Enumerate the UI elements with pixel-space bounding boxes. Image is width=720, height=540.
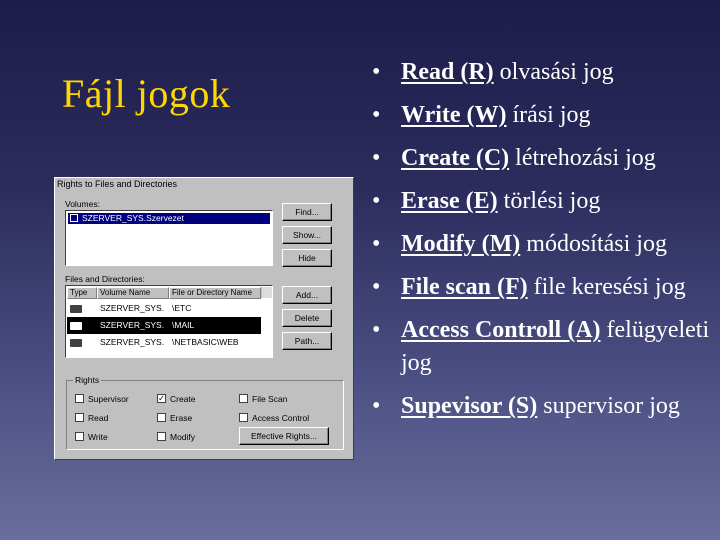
checkbox-label: Create [170,394,196,404]
checkbox-label: Access Control [252,413,310,423]
bullet-term: Supevisor (S) [401,393,538,419]
hide-button[interactable]: Hide [282,249,332,267]
checkbox-label: Write [88,432,108,442]
bullet-desc: írási jog [506,102,591,128]
checkbox-box [157,413,166,422]
header-scroll-arrow[interactable] [261,287,272,298]
file-scan-checkbox[interactable] [239,394,287,404]
bullet-marker: • [372,274,381,300]
checkbox-label: Erase [170,413,193,423]
bullet-desc: törlési jog [497,188,601,214]
bullet-term: Modify (M) [401,231,521,257]
path-button[interactable]: Path... [282,332,332,350]
bullet-desc: supervisor jog [537,393,680,419]
checkbox-box [75,394,84,403]
row-path: \MAIL [172,320,195,330]
rights-bullet-list [372,56,717,423]
folder-icon [70,305,82,313]
row-path: \NETBASIC\WEB [172,337,239,347]
erase-checkbox[interactable] [157,413,192,423]
volumes-label: Volumes: [65,199,100,209]
row-volume: SZERVER_SYS. [100,320,165,330]
rights-dialog [54,177,354,460]
bullet-write [372,99,717,132]
access-control-checkbox[interactable] [239,413,309,423]
bullet-term: Create (C) [401,145,510,171]
bullet-term: Write (W) [401,102,507,128]
delete-button[interactable]: Delete [282,309,332,327]
bullet-desc: file keresési jog [527,274,686,300]
checkbox-label: Supervisor [88,394,129,404]
checkbox-label: File Scan [252,394,288,404]
bullet-term: Erase (E) [401,188,498,214]
bullet-desc: olvasási jog [493,59,614,85]
bullet-erase [372,185,717,218]
rights-group [66,375,344,450]
file-row-selected[interactable] [67,317,261,334]
file-row[interactable] [67,334,261,351]
bullet-desc: létrehozási jog [509,145,656,171]
find-button[interactable]: Find... [282,203,332,221]
checkbox-box [157,432,166,441]
column-type[interactable]: Type [67,287,97,299]
checkbox-label: Read [88,413,109,423]
column-volume-name[interactable]: Volume Name [97,287,169,299]
rights-group-label: Rights [75,375,100,385]
add-button[interactable]: Add... [282,286,332,304]
bullet-term: File scan (F) [401,274,528,300]
bullet-desc: módosítási jog [520,231,667,257]
row-volume: SZERVER_SYS. [100,337,165,347]
folder-icon [70,322,82,330]
bullet-term: Read (R) [401,59,494,85]
bullet-marker: • [372,188,381,214]
checkbox-label: Modify [170,432,196,442]
bullet-supervisor [372,390,717,423]
bullet-marker: • [372,145,381,171]
dialog-title: Rights to Files and Directories [57,179,178,189]
row-volume: SZERVER_SYS. [100,303,165,313]
read-checkbox[interactable] [75,413,108,423]
bullet-marker: • [372,102,381,128]
file-row[interactable] [67,300,261,317]
bullet-read [372,56,717,89]
bullet-marker: • [372,393,381,419]
slide-title: Fájl jogok [62,71,231,116]
row-path: \ETC [172,303,192,313]
bullet-access-control [372,314,717,380]
write-checkbox[interactable] [75,432,108,442]
folder-icon [70,339,82,347]
effective-rights-button[interactable]: Effective Rights... [239,427,329,445]
volume-item[interactable] [68,213,270,224]
bullet-modify [372,228,717,261]
bullet-marker: • [372,317,381,343]
checkbox-box [75,432,84,441]
bullet-term: Access Controll (A) [401,317,601,343]
checkbox-box [239,413,248,422]
volume-name: SZERVER_SYS.Szervezet [82,213,184,223]
bullet-marker: • [372,59,381,85]
modify-checkbox[interactable] [157,432,195,442]
checkbox-box [239,394,248,403]
files-listbox[interactable] [65,285,273,358]
files-label: Files and Directories: [65,274,145,284]
bullet-desc: felügyeleti jog [401,317,710,376]
create-checkbox[interactable] [157,394,196,404]
checkbox-box [75,413,84,422]
bullet-create [372,142,717,175]
check-mark-icon: ✓ [158,394,165,403]
show-button[interactable]: Show... [282,226,332,244]
supervisor-checkbox[interactable] [75,394,129,404]
bullet-file-scan [372,271,717,304]
column-file-name[interactable]: File or Directory Name [169,287,261,299]
volumes-listbox[interactable] [65,210,273,266]
volume-icon [70,214,78,222]
bullet-marker: • [372,231,381,257]
